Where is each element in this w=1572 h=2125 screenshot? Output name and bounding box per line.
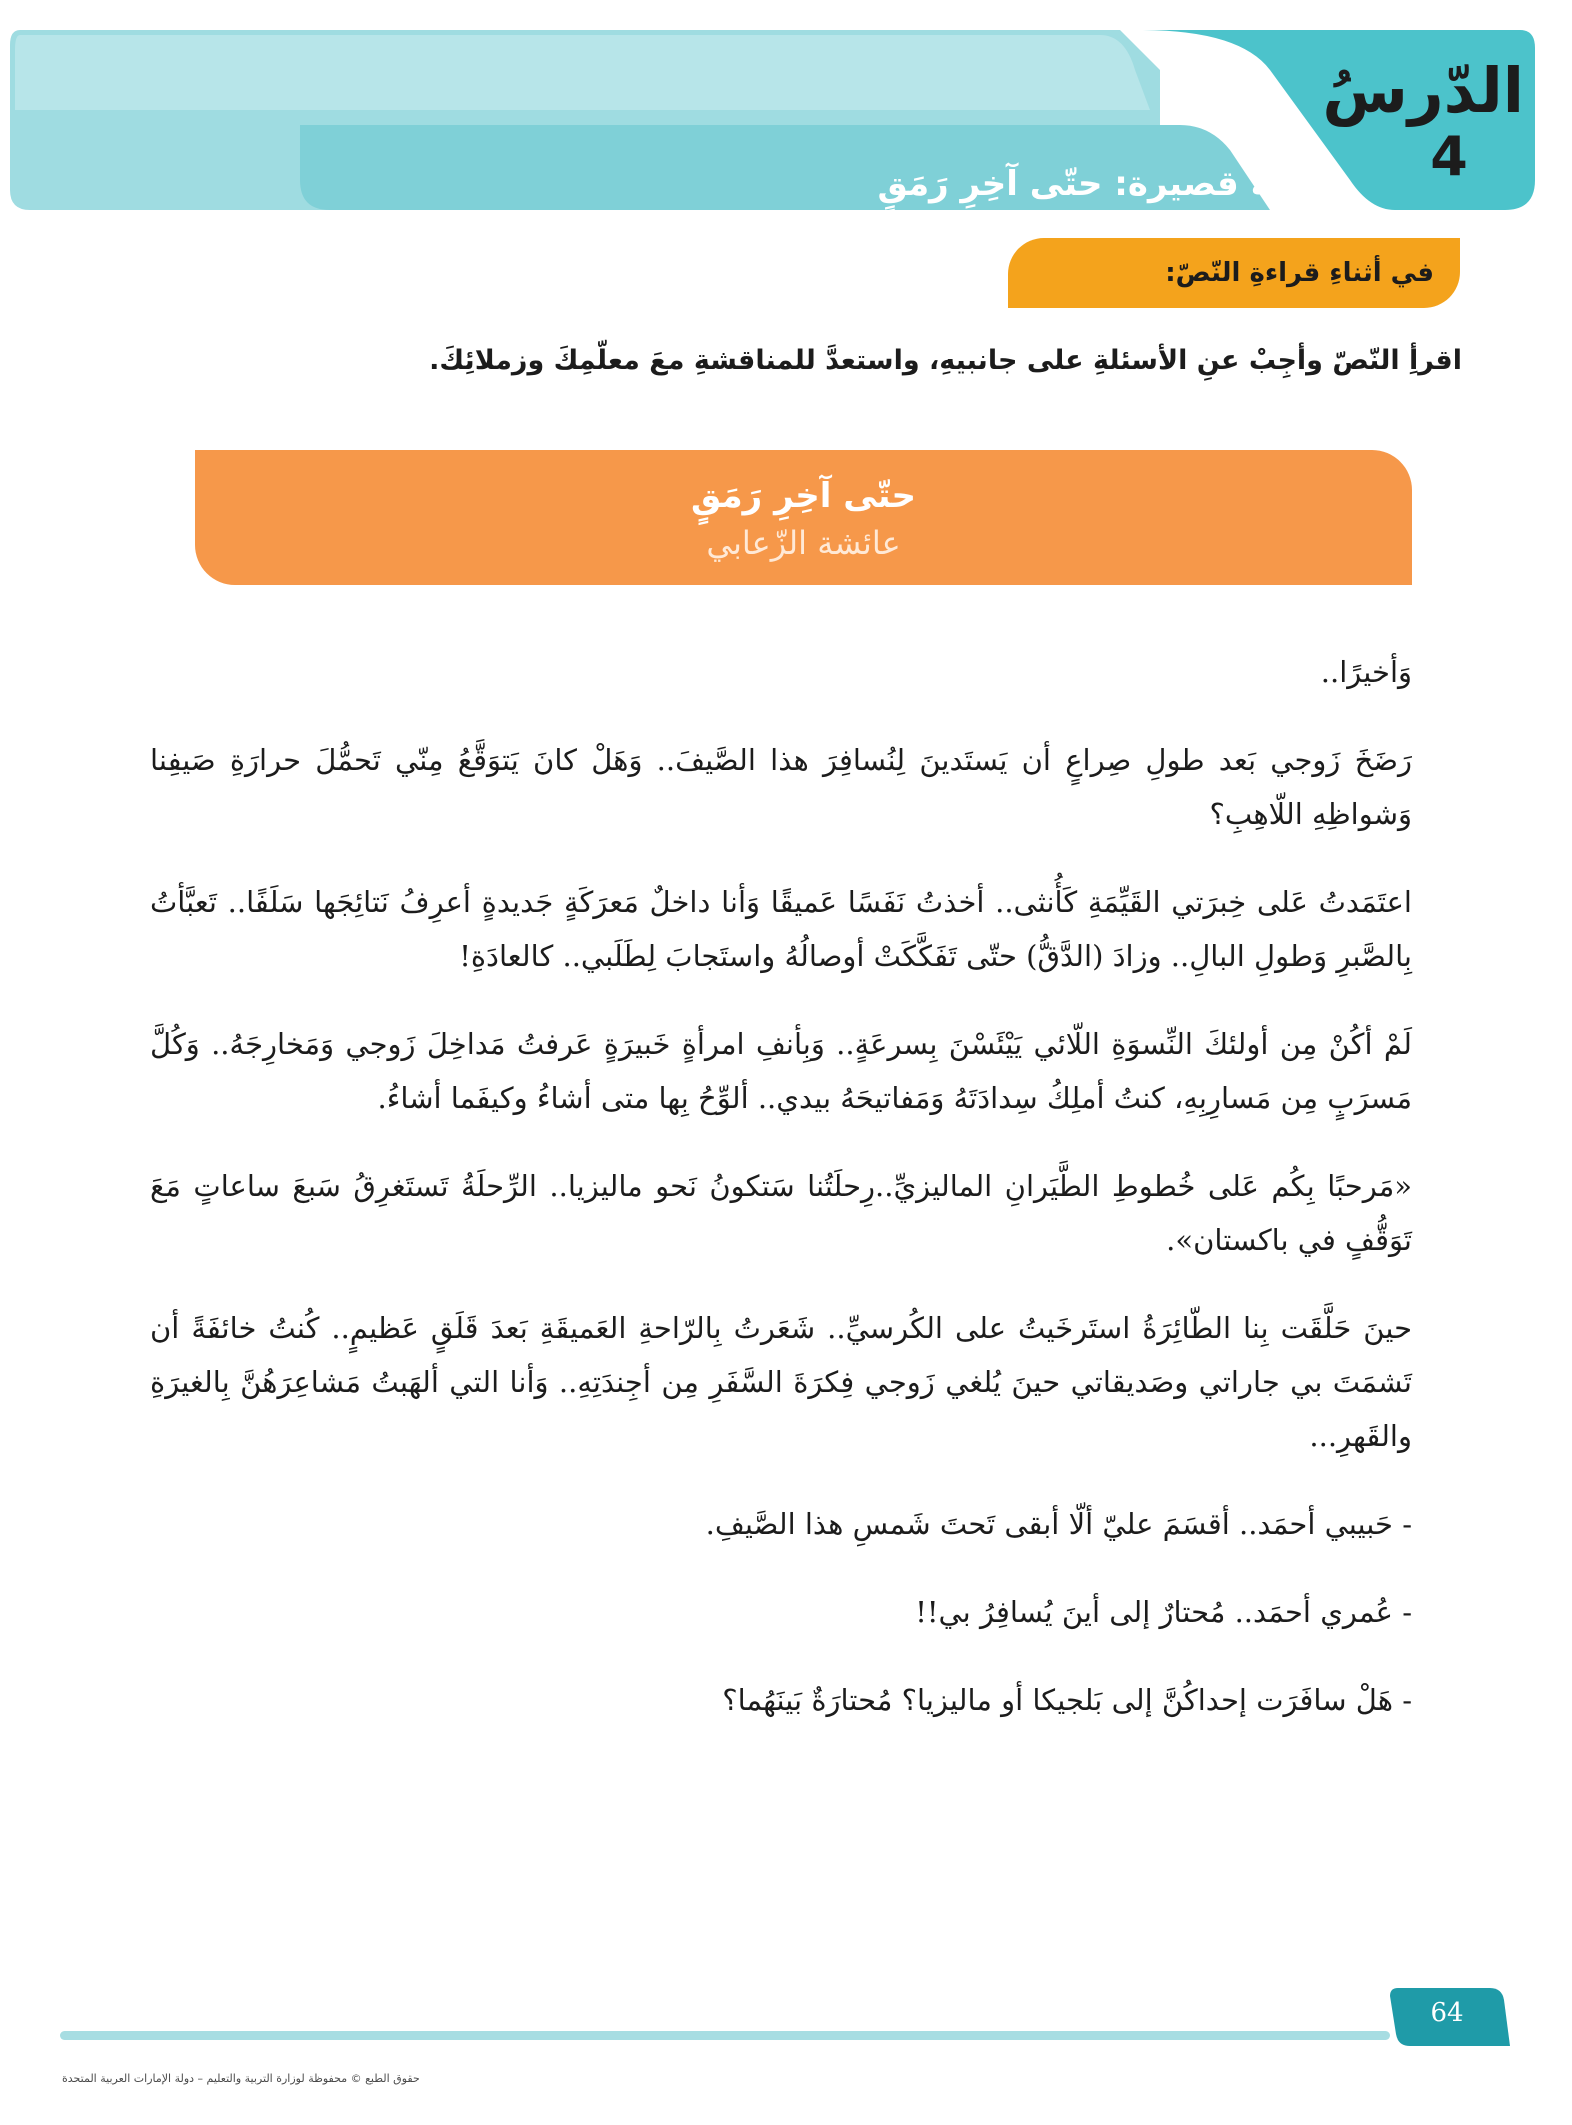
story-paragraph: وَأخيرًا.. [1320,655,1412,689]
lesson-header [0,30,1572,220]
story-paragraph: لَمْ أكُنْ مِن أولئكَ النِّسوَةِ اللّائي يَيْئَسْنَ بِسرعَةٍ.. وَبِأنفِ امرأةٍ خَبيرَةٍ عَرفتُ مَداخِلَ زَوجي وَمَخارِجَهُ.. وَكُلَّ مَسرَبٍ مِن مَسارِبِهِ، كنتُ أملِكُ سِدادَتَهُ وَمَفاتيحَهُ بيدي.. ألوِّحُ بِها متى أشاءُ وكيفَما أشاءُ. [150,1027,1412,1115]
page-number: 64 [1430,1998,1464,2028]
story-paragraph: «مَرحبًا بِكُم عَلى خُطوطِ الطَّيَرانِ الماليزيِّ..رِحلَتُنا سَتكونُ نَحو ماليزيا.. الرِّحلَةُ تَستَغرِقُ سَبعَ ساعاتٍ مَعَ تَوَقُّفٍ في باكستان». [150,1169,1412,1257]
lesson-label: الدّرسُ [1322,54,1524,127]
instruction-text: اقرأِ النّصّ وأجِبْ عنِ الأسئلةِ على جانبيهِ، واستعدَّ للمناقشةِ معَ معلّمِكَ وزملائِكَ. [429,345,1462,376]
dialogue-line: - هَلْ سافَرَت إحداكُنَّ إلى بَلجيكا أو ماليزيا؟ مُحتارَةٌ بَينَهُما؟ [722,1683,1412,1717]
dialogue-line: - حَبيبي أحمَد.. أقسَمَ عليّ ألّا أبقى تَحتَ شَمسِ هذا الصَّيفِ. [705,1507,1412,1541]
story-title: حتّى آخِرِ رَمَقٍ [690,476,917,516]
copyright-notice: حقوق الطبع © محفوظة لوزارة التربية والتعليم – دولة الإمارات العربية المتحدة [62,2072,420,2085]
story-title-banner [195,450,1412,585]
lesson-subtitle: قِصّة قصيرة: حتّى آخِرِ رَمَقٍ [877,164,1327,204]
reading-section-label: في أثناءِ قراءةِ النّصّ: [1165,258,1434,288]
header-top-stripe [15,35,1150,110]
dialogue-line: - عُمري أحمَد.. مُحتارٌ إلى أينَ يُسافِرُ بي!! [915,1595,1412,1629]
footer-divider [60,2031,1390,2040]
reading-section-tab [1008,238,1460,308]
story-paragraph: حينَ حَلَّقَت بِنا الطّائِرَةُ استَرخَيتُ على الكُرسيِّ.. شَعَرتُ بِالرّاحةِ العَميقَةِ بَعدَ قَلَقٍ عَظيمٍ.. كُنتُ خائفَةً أن تَشمَتَ بي جاراتي وصَديقاتي حينَ يُلغي زَوجي فِكرَةَ السَّفَرِ مِن أجِندَتِهِ.. وَأنا التي ألهَبتُ مَشاعِرَهُنَّ بِالغيرَةِ والقَهرِ... [150,1311,1412,1453]
story-body [150,645,1412,1761]
lesson-number: 4 [1430,125,1468,188]
story-author: عائشة الزّعابي [706,524,901,562]
story-paragraph: اعتَمَدتُ عَلى خِبرَتي القَيِّمَةِ كَأُنثى.. أخذتُ نَفَسًا عَميقًا وَأنا داخلٌ مَعرَكَةٍ جَديدةٍ أعرِفُ نَتائِجَها سَلَفًا.. تَعبَّأتُ بِالصَّبرِ وَطولِ البالِ.. وزادَ (الدَّقُّ) حتّى تَفَكَّكَتْ أوصالُهُ واستَجابَ لِطَلَبي.. كالعادَةِ! [150,885,1412,973]
story-paragraph: رَضَخَ زَوجي بَعد طولِ صِراعٍ أن يَستَدينَ لِنُسافِرَ هذا الصَّيفَ.. وَهَلْ كانَ يَتوَقَّعُ مِنّي تَحمُّلَ حرارَةِ صَيفِنا وَشواظِهِ اللّاهِبِ؟ [150,743,1412,831]
